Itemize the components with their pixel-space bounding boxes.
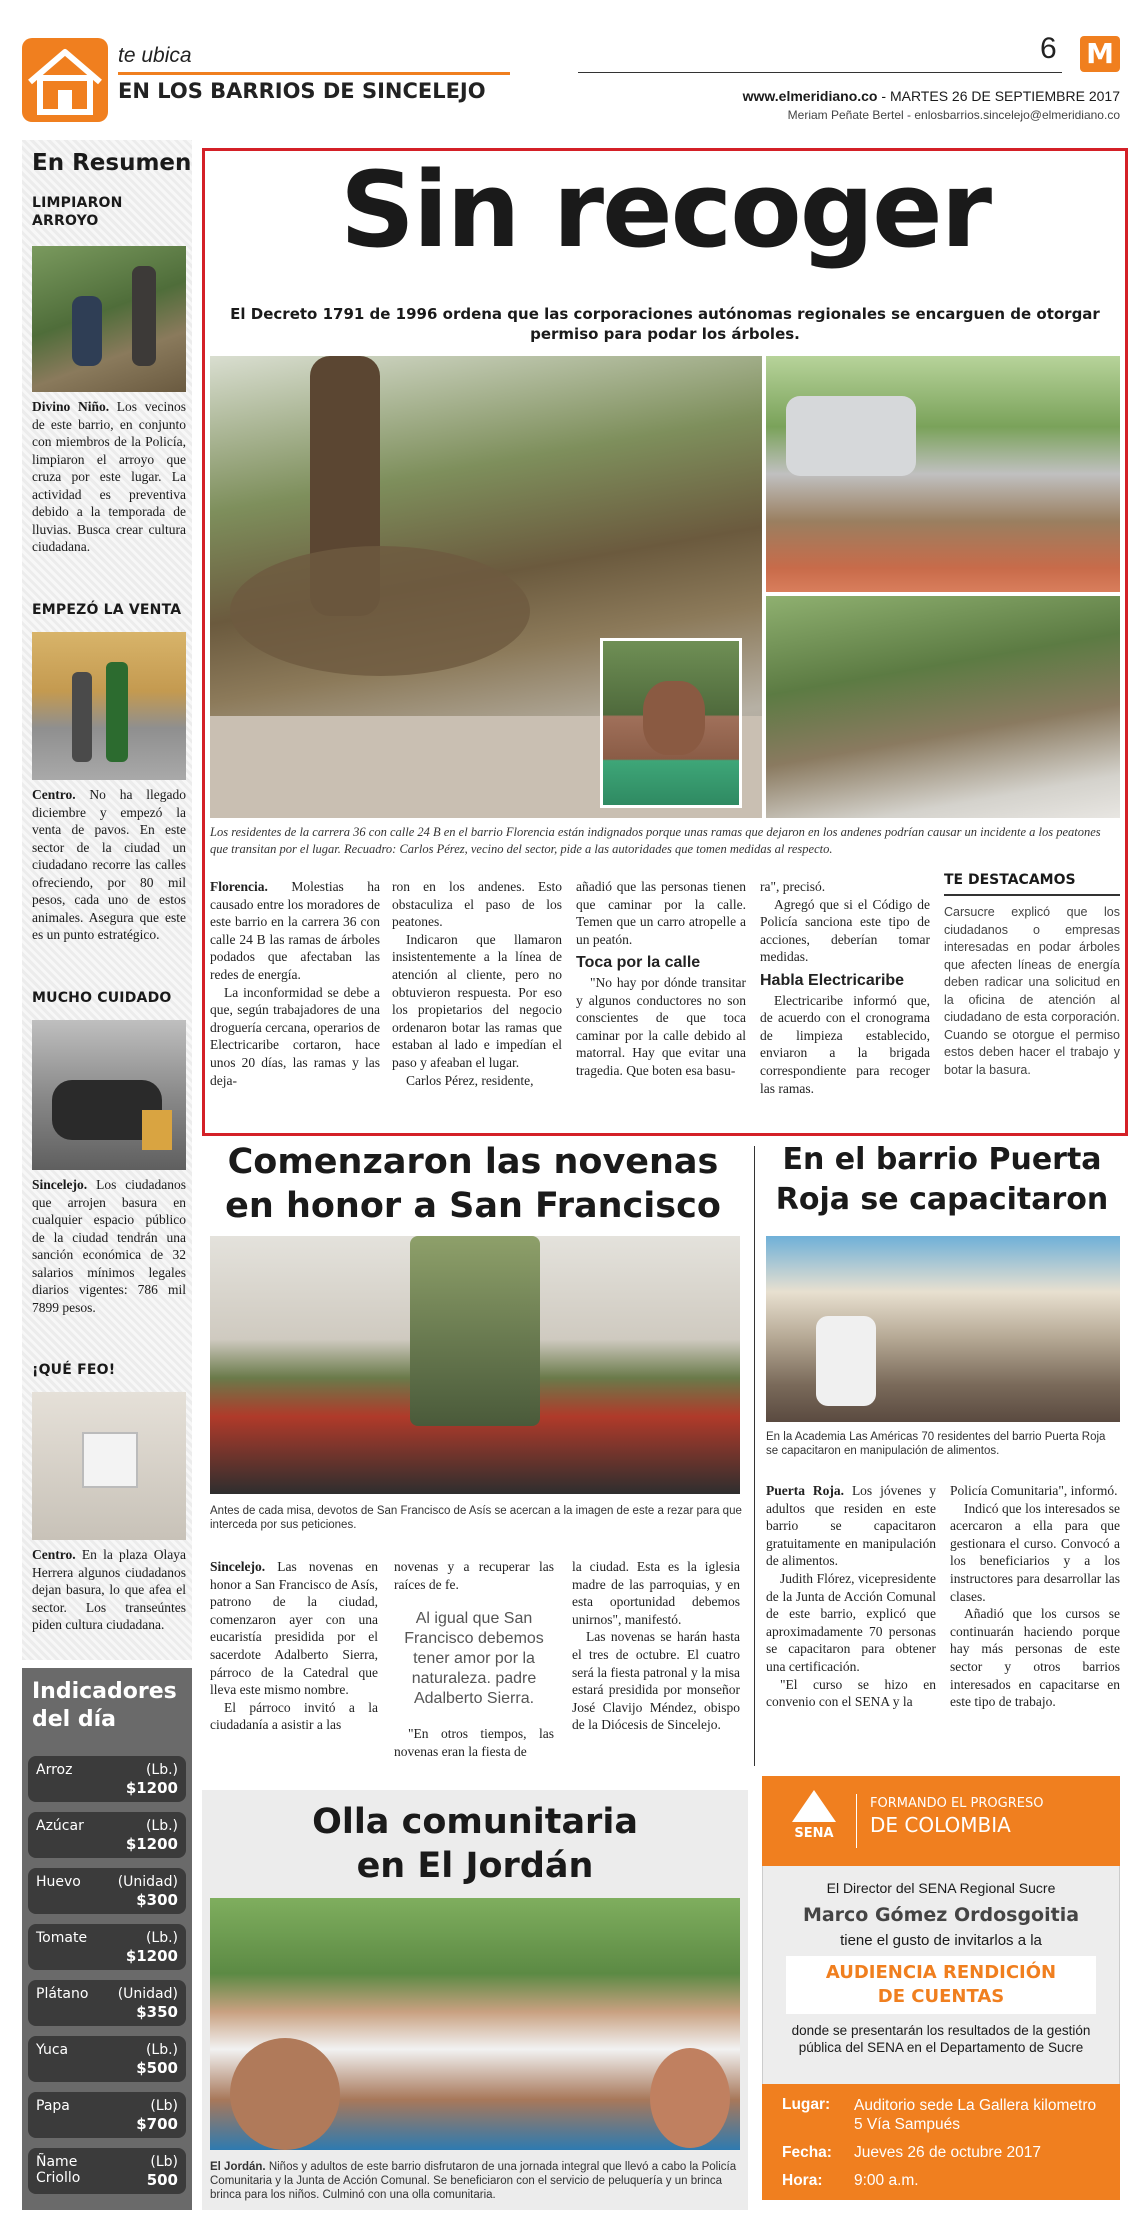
section-kicker: te ubica: [118, 44, 192, 67]
main-headline: Sin recoger: [340, 149, 990, 271]
brief-photo-arroyo: [32, 246, 186, 392]
brief-photo-venta: [32, 632, 186, 780]
ad-line-3: donde se presentarán los resultados de la gestión pública del SENA en el Departamento de Sucre: [791, 2023, 1091, 2055]
ad-line-2: tiene el gusto de invitarlos a la: [840, 1932, 1042, 1949]
indicator-yuca: Yuca (Lb.) $500: [28, 2036, 186, 2082]
photo-inset-carlos-perez: [600, 638, 742, 808]
highlight-box: [944, 872, 1120, 1122]
highlight-title: TE DESTACAMOS: [944, 872, 1120, 896]
brief-text: Sincelejo. Los ciudadanos que arrojen basura en cualquier espacio público de la ciudad tendrán una sanción económica de 32 salarios mínimos legales diarios vigentes: 786 mil 7899 pesos.: [32, 1177, 187, 1315]
puerta-headline: En el barrio Puerta Roja se capacitaron: [775, 1142, 1109, 1217]
brief-lead: Divino Niño.: [32, 399, 110, 414]
olla-caption: El Jordán. Niños y adultos de este barrio disfrutaron de una jornada integral que llevó a cabo la Policía Comunitaria y la Junta de Acción Comunal. Se beneficiaron con el servicio de peluquería y un brinca brinca para los niños. Culminó con una olla comunitaria.: [210, 2161, 737, 2201]
puerta-col-2: Policía Comunitaria", informó. Indicó que los interesados se acercaron a ella para que gestionara el curso. Convocó a los beneficiarios y a los instructores para desarrollar las clases. Añadió que los cursos se continuarán haciendo porque hay más personas de este sector y otros barrios interesados en capacitarse en este tipo de trabajo.: [950, 1483, 1120, 1710]
indicator-azucar: Azúcar (Lb.) $1200: [28, 1812, 186, 1858]
main-col-2: ron en los andenes. Esto obstaculiza el paso de los peatones. Indicaron que llamaron insistentemente a la línea de atención al cliente, pero no obtuvieron respuesta. Por eso los propietarios del negocio ordenaron botar las ramas que estaban al lado e impedían el paso y afeaban el lugar. Carlos Pérez, residente,: [392, 879, 562, 1088]
section-title: EN LOS BARRIOS DE SINCELEJO: [118, 79, 486, 103]
novenas-col-1: Sincelejo. Las novenas en honor a San Francisco de Asís, patrono de la ciudad, comenzaron ayer con una eucaristía presidida por el sacerdote Adalberto Sierra, párroco de la Catedral que lleva este mismo nombre. El párroco invitó a la ciudadanía a asistir a las: [210, 1559, 378, 1733]
indicator-name: Ñame Criollo (Lb) 500: [28, 2148, 186, 2194]
column-divider: [754, 1146, 755, 1766]
photo-children-meal: [210, 1898, 740, 2150]
sena-tagline: FORMANDO EL PROGRESO DE COLOMBIA: [870, 1796, 1044, 1837]
brief-heading: MUCHO CUIDADO: [32, 990, 172, 1006]
pull-quote: Al igual que San Francisco debemos tener amor por la naturaleza. padre Adalberto Sierra.: [404, 1610, 544, 1708]
ad-date: Jueves 26 de octubre 2017: [854, 2144, 1041, 2161]
page-number: 6: [1040, 32, 1057, 65]
indicators-panel: [22, 1668, 192, 2210]
main-col-4: ra", precisó. Agregó que si el Código de Policía sanciona este tipo de acciones, deberían tomar medidas. Habla Electricaribe Electricaribe informó que, de acuerdo con el cronograma de limpieza establecido, enviaron a la brigada correspondiente para recoger las ramas.: [760, 879, 930, 1096]
dateline: [580, 88, 1120, 104]
olla-headline: Olla comunitaria en El Jordán: [312, 1802, 638, 1886]
ad-place: Auditorio sede La Gallera kilometro 5 Vía Sampués: [854, 2097, 1097, 2133]
ad-event-box: AUDIENCIA RENDICIÓN DE CUENTAS: [786, 1956, 1096, 2014]
brief-photo-basura: [32, 1020, 186, 1170]
sena-divider: [856, 1794, 857, 1848]
ad-details: Lugar: Auditorio sede La Gallera kilometro 5 Vía Sampués Fecha: Jueves 26 de octubre 2017 Hora: 9:00 a.m.: [762, 2084, 1120, 2200]
ad-event-title: AUDIENCIA RENDICIÓN: [825, 1962, 1057, 1983]
brief-heading: LIMPIARON ARROYO: [32, 195, 123, 229]
paper-logo: M: [1080, 36, 1120, 72]
novenas-col-3: la ciudad. Esta es la iglesia madre de las parroquias, y en esta oportunidad debemos unirnos", manifestó. Las novenas se harán hasta el tres de octubre. El cuatro será la fiesta patronal y la misa estará presidida por monseñor José Clavijo Méndez, obispo de la Diócesis de Sincelejo.: [572, 1559, 740, 1733]
photo-car-branches: [766, 356, 1120, 592]
novenas-col-2: novenas y a recuperar las raíces de fe. Al igual que San Francisco debemos tener amor por la naturaleza. padre Adalberto Sierra. "En otros tiempos, las novenas eran la fiesta de: [394, 1559, 554, 1759]
indicator-tomate: Tomate (Lb.) $1200: [28, 1924, 186, 1970]
issue-date: - MARTES 26 DE SEPTIEMBRE 2017: [881, 88, 1120, 104]
subhead-toca: Toca por la calle: [576, 954, 701, 972]
sena-logo: SENA: [786, 1790, 842, 1850]
photo-classroom: [766, 1236, 1120, 1422]
ad-line-1: El Director del SENA Regional Sucre: [826, 1880, 1056, 1896]
brief-text: Centro. No ha llegado diciembre y empezó la venta de pavos. En este sector de la ciudad un ciudadano recorre las calles ofreciendo, por 80 mil pesos, cada uno de estos animales. Asegura que este es un punto estratégico.: [32, 787, 186, 942]
header-top-rule: [578, 72, 1062, 73]
novenas-caption: Antes de cada misa, devotos de San Francisco de Asís se acercan a la imagen de este a rezar para que interceda por sus peticiones.: [210, 1505, 742, 1531]
indicator-arroz: Arroz (Lb.) $1200: [28, 1756, 186, 1802]
brief-heading: EMPEZÓ LA VENTA: [32, 602, 182, 618]
brief-text: Centro. En la plaza Olaya Herrera algunos ciudadanos dejan basura, lo que afea el sector. Los transeúntes piden cultura ciudadana.: [32, 1547, 187, 1632]
house-icon: [22, 38, 108, 122]
ad-director-name: Marco Gómez Ordosgoitia: [802, 1904, 1080, 1926]
author-line: Meriam Peñate Bertel - enlosbarrios.sincelejo@elmeridiano.co: [787, 108, 1120, 122]
indicator-huevo: Huevo (Unidad) $300: [28, 1868, 186, 1914]
sidebar-title: En Resumen: [32, 150, 192, 176]
novenas-headline: Comenzaron las novenas en honor a San Francisco: [225, 1142, 721, 1226]
indicator-platano: Plátano (Unidad) $350: [28, 1980, 186, 2026]
ad-time: 9:00 a.m.: [854, 2172, 919, 2189]
photo-sidewalk-branches: [766, 596, 1120, 818]
brief-photo-feo: [32, 1392, 186, 1540]
section-logo: [22, 38, 108, 122]
main-photo-caption: Los residentes de la carrera 36 con calle 24 B en el barrio Florencia están indignados porque unas ramas que dejaron en los andenes podrían causar un incidente a los peatones que transitan por el lugar. Recuadro: Carlos Pérez, vecino del sector, pide a las autoridades que tomen medidas al respecto.: [210, 825, 1101, 856]
main-col-1: Florencia. Molestias ha causado entre los moradores de este barrio en la carrera 36 con calle 24 B las ramas de árboles podados que afectaban las redes de energía. La inconformidad se debe a que, según trabajadores de una droguería cercana, operarios de Electricaribe cortaron, hace unos 20 días, las ramas y las deja-: [210, 879, 380, 1088]
highlight-text: Carsucre explicó que los ciudadanos o empresas interesadas en podar árboles que afecten líneas de energía deben radicar una solicitud en la oficina de atención al ciudadano de esta corporación. Cuando se otorgue el permiso estos deben hacer el trabajo y botar la basura.: [944, 905, 1120, 1077]
indicator-papa: Papa (Lb) $700: [28, 2092, 186, 2138]
indicators-title: Indicadores del día: [32, 1679, 177, 1732]
main-col-3: añadió que las personas tienen que caminar por la calle. Temen que un carro atropelle a un peatón. Toca por la calle "No hay por dónde transitar y algunos conductores no son conscientes de que toca caminar por la calle debido al matorral. Hay que evitar una tragedia. Que boten esa basu-: [576, 879, 746, 1078]
puerta-caption: En la Academia Las Américas 70 residentes del barrio Puerta Roja se capacitaron en manipulación de alimentos.: [766, 1431, 1106, 1457]
puerta-col-1: Puerta Roja. Los jóvenes y adultos que residen en este barrio se capacitaron gratuitamente en manipulación de alimentos. Judith Flórez, vicepresidente de la Junta de Acción Comunal de este barrio, explicó que aproximadamente 70 personas se capacitaron para obtener una certificación. "El curso se hizo en convenio con el SENA y la: [766, 1483, 936, 1710]
site-url[interactable]: www.elmeridiano.co: [742, 88, 878, 104]
header-rule: [118, 72, 510, 75]
brief-text: Divino Niño. Los vecinos de este barrio, en conjunto con miembros de la Policía, limpiaron el arroyo que cruza por este lugar. La actividad es preventiva debido a la temporada de lluvias. Busca crear cultura ciudadana.: [32, 399, 186, 554]
sena-ad-banner: [762, 1776, 1120, 1866]
main-deck: El Decreto 1791 de 1996 ordena que las corporaciones autónomas regionales se encarguen de otorgar permiso para podar los árboles.: [230, 305, 1100, 343]
subhead-electricaribe: Habla Electricaribe: [760, 971, 905, 989]
brief-heading: ¡QUÉ FEO!: [32, 1362, 116, 1378]
photo-church-altar: [210, 1236, 740, 1494]
